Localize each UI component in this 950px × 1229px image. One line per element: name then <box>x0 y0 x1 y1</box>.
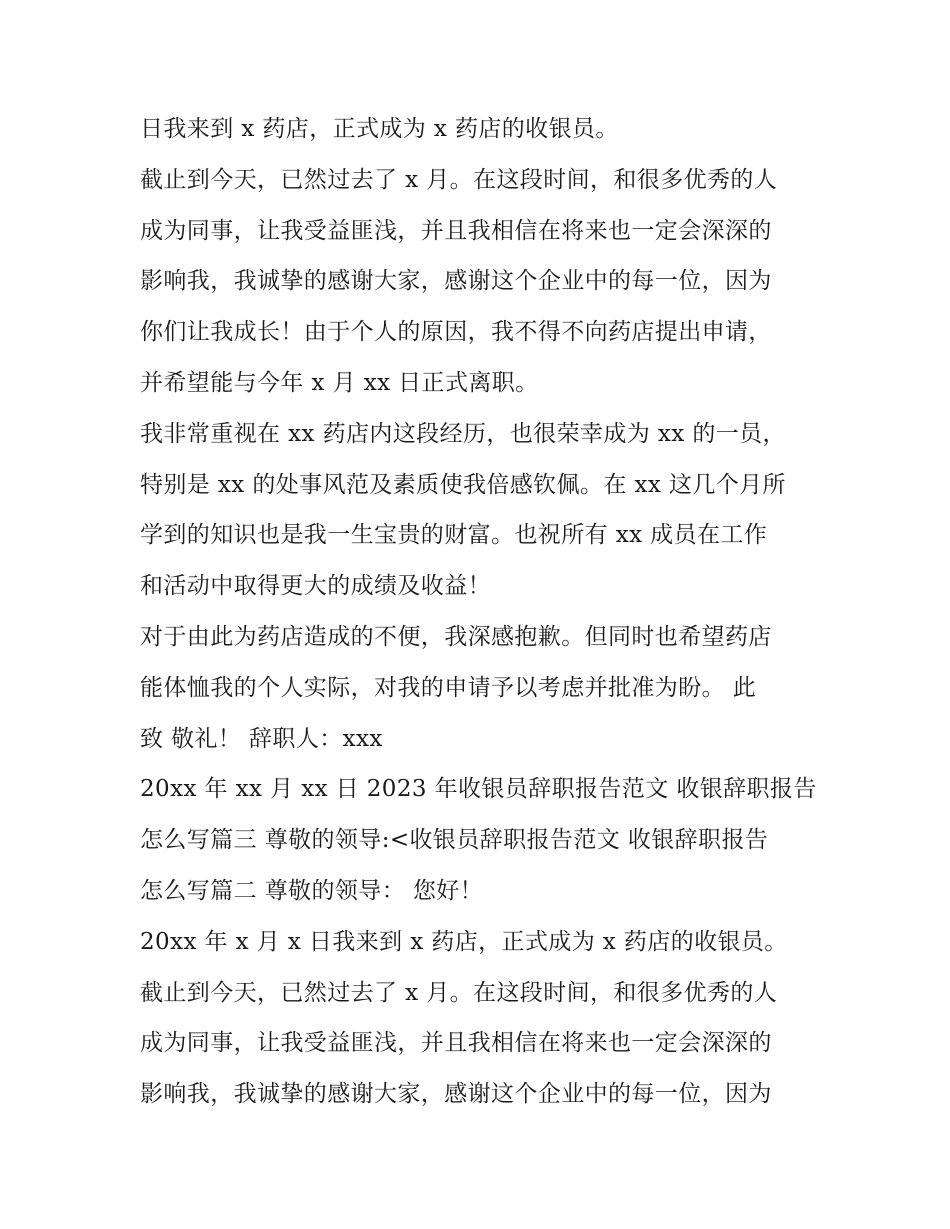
document-body <box>140 104 820 1120</box>
text-line: 日我来到 x 药店，正式成为 x 药店的收银员。 <box>140 116 619 142</box>
text-line: 20xx 年 xx 月 xx 日 2023 年收银员辞职报告范文 收银辞职报告 <box>140 776 817 803</box>
text-line: 我非常重视在 xx 药店内这段经历，也很荣幸成为 xx 的一员， <box>140 420 786 447</box>
text-line: 成为同事，让我受益匪浅，并且我相信在将来也一定会深深的 <box>140 1030 772 1057</box>
text-line: 怎么写篇三 尊敬的领导:<收银员辞职报告范文 收银辞职报告 <box>140 827 769 854</box>
text-line: 致 敬礼！ 辞职人：xxx <box>140 725 383 752</box>
text-line: 影响我，我诚挚的感谢大家，感谢这个企业中的每一位，因为 <box>140 1081 772 1108</box>
text-line: 怎么写篇二 尊敬的领导： 您好！ <box>140 877 484 904</box>
text-line: 截止到今天，已然过去了 x 月。在这段时间，和很多优秀的人 <box>140 166 778 193</box>
text-line: 影响我，我诚挚的感谢大家，感谢这个企业中的每一位，因为 <box>140 268 772 295</box>
text-line: 并希望能与今年 x 月 xx 日正式离职。 <box>140 369 539 396</box>
text-line: 成为同事，让我受益匪浅，并且我相信在将来也一定会深深的 <box>140 217 772 244</box>
text-line: 你们让我成长！由于个人的原因，我不得不向药店提出申请， <box>140 319 772 346</box>
text-line: 特别是 xx 的处事风范及素质使我倍感钦佩。在 xx 这几个月所 <box>140 471 786 498</box>
text-line: 20xx 年 x 月 x 日我来到 x 药店，正式成为 x 药店的收银员。 <box>140 928 788 955</box>
text-line: 对于由此为药店造成的不便，我深感抱歉。但同时也希望药店 <box>140 623 772 650</box>
text-line: 截止到今天，已然过去了 x 月。在这段时间，和很多优秀的人 <box>140 979 778 1006</box>
text-line: 学到的知识也是我一生宝贵的财富。也祝所有 xx 成员在工作 <box>140 522 768 549</box>
text-line: 能体恤我的个人实际，对我的申请予以考虑并批准为盼。 此 <box>140 674 757 701</box>
text-line: 和活动中取得更大的成绩及收益！ <box>140 573 491 600</box>
